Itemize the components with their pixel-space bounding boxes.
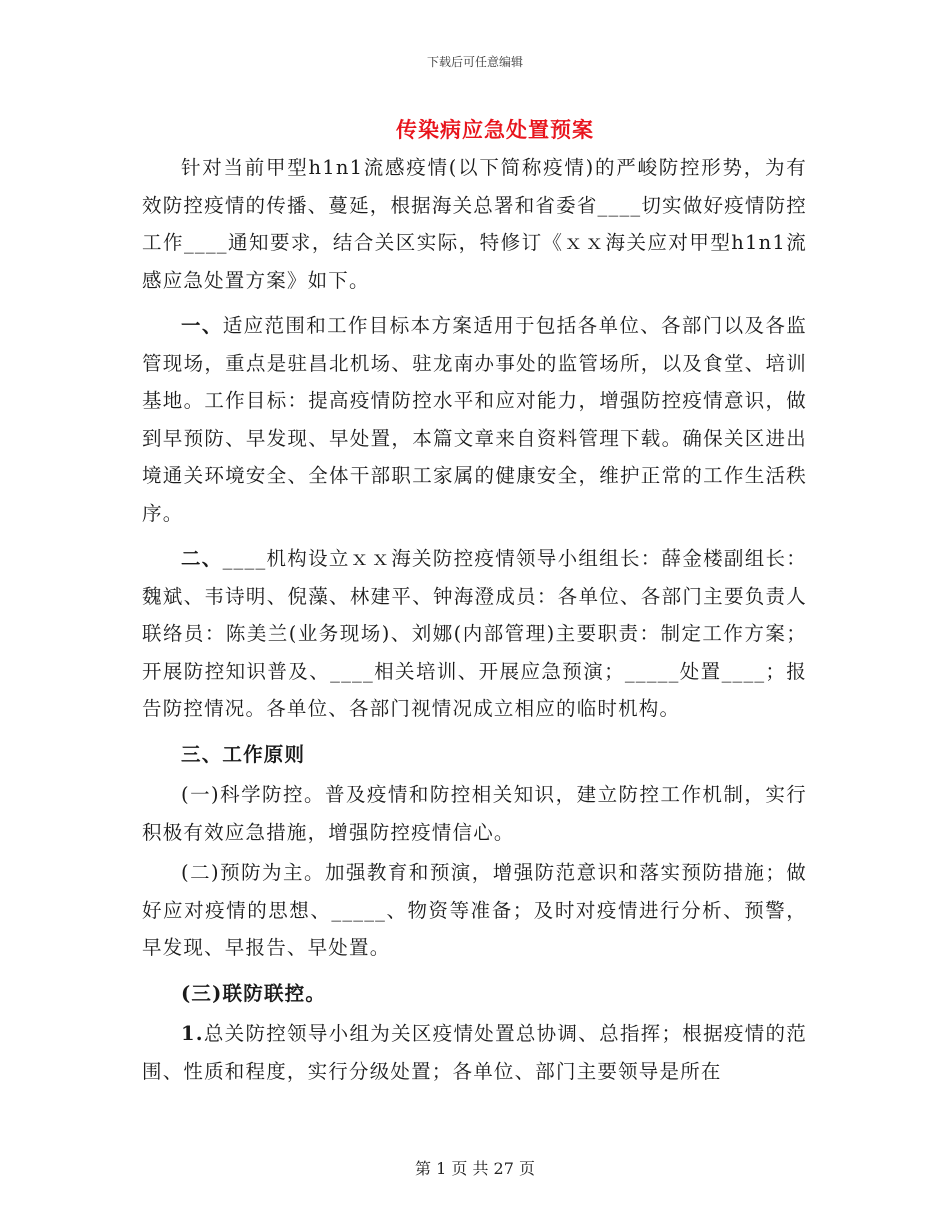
item-1-body: 总关防控领导小组为关区疫情处置总协调、总指挥；根据疫情的范围、性质和程度，实行分级处置；各单位、部门主要领导是所在 xyxy=(142,1022,807,1083)
section-1-heading: 一、 xyxy=(181,314,223,337)
section-2-body: ____机构设立ｘｘ海关防控疫情领导小组组长：薛金楼副组长：魏斌、韦诗明、倪藻、林建平、钟海澄成员：各单位、各部门主要负责人联络员：陈美兰(业务现场)、刘娜(内部管理)主要职责：制定工作方案；开展防控知识普及、____相关培训、开展应急预演；_____处置____；报告防控情况。各单位、各部门视情况成立相应的临时机构。 xyxy=(142,547,807,720)
principle-3-heading: (三)联防联控。 xyxy=(181,981,327,1005)
principle-3-item-1 xyxy=(142,1015,807,1090)
page-number: 第 1 页 共 27 页 xyxy=(415,1159,535,1178)
section-1-paragraph xyxy=(142,307,807,532)
principle-2-paragraph: (二)预防为主。加强教育和预演，增强防范意识和落实预防措施；做好应对疫情的思想、_____、物资等准备；及时对疫情进行分析、预警，早发现、早报告、早处置。 xyxy=(142,861,807,959)
item-1-number: 1. xyxy=(181,1022,204,1045)
section-2-heading: 二、 xyxy=(181,547,223,570)
section-1-body: 适应范围和工作目标本方案适用于包括各单位、各部门以及各监管现场，重点是驻昌北机场、驻龙南办事处的监管场所，以及食堂、培训基地。工作目标：提高疫情防控水平和应对能力，增强防控疫情意识，做到早预防、早发现、早处置，本篇文章来自资料管理下载。确保关区进出境通关环境安全、全体干部职工家属的健康安全，维护正常的工作生活秩序。 xyxy=(142,314,807,525)
section-3-heading: 三、工作原则 xyxy=(181,742,306,766)
principle-1-paragraph: (一)科学防控。普及疫情和防控相关知识，建立防控工作机制，实行积极有效应急措施，增强防控疫情信心。 xyxy=(142,783,807,844)
section-2-paragraph xyxy=(142,540,807,728)
document-title: 传染病应急处置预案 xyxy=(396,117,594,142)
intro-paragraph: 针对当前甲型h1n1流感疫情(以下简称疫情)的严峻防控形势，为有效防控疫情的传播、蔓延，根据海关总署和省委省____切实做好疫情防控工作____通知要求，结合关区实际，特修订《ｘｘ海关应对甲型h1n1流感应急处置方案》如下。 xyxy=(142,156,807,292)
document-body xyxy=(142,149,807,1093)
page-header-note: 下载后可任意编辑 xyxy=(426,55,523,69)
